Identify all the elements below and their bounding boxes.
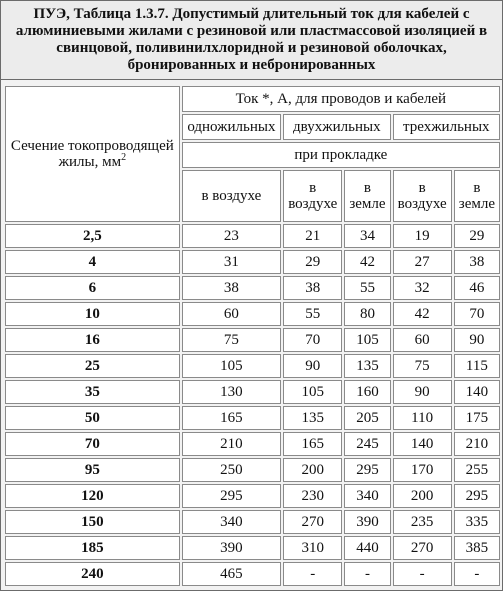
current-value-cell: 130	[182, 380, 281, 404]
current-value-cell: 90	[393, 380, 452, 404]
sub-header-air-single: в воздухе	[182, 170, 281, 222]
section-value-cell: 25	[5, 354, 180, 378]
current-value-cell: 60	[393, 328, 452, 352]
current-value-cell: 295	[344, 458, 390, 482]
table-row	[5, 432, 500, 456]
current-value-cell: 340	[344, 484, 390, 508]
table-row	[5, 484, 500, 508]
current-value-cell: 170	[393, 458, 452, 482]
current-value-cell: 34	[344, 224, 390, 248]
sub-header-ground-two: в земле	[344, 170, 390, 222]
current-value-cell: 38	[454, 250, 500, 274]
current-value-cell: 340	[182, 510, 281, 534]
current-value-cell: 55	[344, 276, 390, 300]
current-value-cell: 105	[283, 380, 342, 404]
current-value-cell: 335	[454, 510, 500, 534]
current-value-cell: 32	[393, 276, 452, 300]
current-value-cell: 21	[283, 224, 342, 248]
current-header-cell: Ток *, А, для проводов и кабелей	[182, 86, 500, 112]
group-header-single-core: одножильных	[182, 114, 281, 140]
section-value-cell: 35	[5, 380, 180, 404]
section-header-unit-sup: 2	[121, 152, 127, 163]
section-header-label: Сечение токопроводящей жилы, мм	[10, 138, 174, 170]
current-value-cell: 175	[454, 406, 500, 430]
sub-header-air-three: в воздухе	[393, 170, 452, 222]
current-value-cell: 42	[344, 250, 390, 274]
group-header-two-core: двухжильных	[283, 114, 390, 140]
current-value-cell: 135	[283, 406, 342, 430]
current-value-cell: 140	[454, 380, 500, 404]
current-value-cell: 385	[454, 536, 500, 560]
table-row	[5, 562, 500, 586]
current-value-cell: 38	[283, 276, 342, 300]
current-value-cell: 230	[283, 484, 342, 508]
current-value-cell: 135	[344, 354, 390, 378]
current-value-cell: 310	[283, 536, 342, 560]
section-value-cell: 240	[5, 562, 180, 586]
current-value-cell: 160	[344, 380, 390, 404]
current-value-cell: 200	[283, 458, 342, 482]
current-value-cell: 19	[393, 224, 452, 248]
laying-header-cell: при прокладке	[182, 142, 500, 168]
section-value-cell: 70	[5, 432, 180, 456]
current-value-cell: 105	[182, 354, 281, 378]
current-value-cell: 105	[344, 328, 390, 352]
current-value-cell: 90	[454, 328, 500, 352]
table-row	[5, 328, 500, 352]
current-value-cell: -	[454, 562, 500, 586]
current-value-cell: 80	[344, 302, 390, 326]
current-value-cell: 440	[344, 536, 390, 560]
current-value-cell: 29	[454, 224, 500, 248]
section-header-cell	[5, 86, 180, 222]
table-row	[5, 250, 500, 274]
current-value-cell: 29	[283, 250, 342, 274]
current-value-cell: 165	[182, 406, 281, 430]
section-value-cell: 95	[5, 458, 180, 482]
section-value-cell: 120	[5, 484, 180, 508]
current-value-cell: -	[344, 562, 390, 586]
current-value-cell: 38	[182, 276, 281, 300]
current-value-cell: 165	[283, 432, 342, 456]
section-value-cell: 10	[5, 302, 180, 326]
current-value-cell: 210	[454, 432, 500, 456]
current-value-cell: 31	[182, 250, 281, 274]
current-value-cell: 140	[393, 432, 452, 456]
current-value-cell: 110	[393, 406, 452, 430]
section-value-cell: 16	[5, 328, 180, 352]
table-row	[5, 302, 500, 326]
table-row	[5, 380, 500, 404]
current-value-cell: 390	[182, 536, 281, 560]
table-row	[5, 224, 500, 248]
table-row	[5, 458, 500, 482]
current-value-cell: 295	[454, 484, 500, 508]
table-row	[5, 510, 500, 534]
current-table	[3, 84, 502, 588]
current-value-cell: 200	[393, 484, 452, 508]
current-value-cell: 27	[393, 250, 452, 274]
sub-header-ground-three: в земле	[454, 170, 500, 222]
current-value-cell: 60	[182, 302, 281, 326]
current-value-cell: 235	[393, 510, 452, 534]
current-value-cell: 70	[283, 328, 342, 352]
current-value-cell: 205	[344, 406, 390, 430]
table-row	[5, 536, 500, 560]
current-value-cell: 210	[182, 432, 281, 456]
section-value-cell: 6	[5, 276, 180, 300]
section-value-cell: 50	[5, 406, 180, 430]
current-value-cell: 55	[283, 302, 342, 326]
section-value-cell: 185	[5, 536, 180, 560]
section-value-cell: 2,5	[5, 224, 180, 248]
current-value-cell: 270	[283, 510, 342, 534]
current-value-cell: 75	[393, 354, 452, 378]
current-value-cell: 90	[283, 354, 342, 378]
table-title: ПУЭ, Таблица 1.3.7. Допустимый длительный ток для кабелей с алюминиевыми жилами с резиновой или пластмассовой изоляцией в свинцовой, поливинилхлоридной и резиновой оболочках, бронированных и небронированных	[1, 1, 502, 80]
current-value-cell: 250	[182, 458, 281, 482]
sub-header-air-two: в воздухе	[283, 170, 342, 222]
current-value-cell: 46	[454, 276, 500, 300]
table-row	[5, 276, 500, 300]
current-value-cell: 255	[454, 458, 500, 482]
table-row	[5, 406, 500, 430]
current-value-cell: 465	[182, 562, 281, 586]
section-value-cell: 4	[5, 250, 180, 274]
table-row	[5, 354, 500, 378]
group-header-three-core: трехжильных	[393, 114, 500, 140]
current-value-cell: 42	[393, 302, 452, 326]
current-value-cell: -	[283, 562, 342, 586]
current-value-cell: 270	[393, 536, 452, 560]
current-value-cell: 23	[182, 224, 281, 248]
current-value-cell: 295	[182, 484, 281, 508]
current-value-cell: -	[393, 562, 452, 586]
section-value-cell: 150	[5, 510, 180, 534]
current-value-cell: 390	[344, 510, 390, 534]
current-value-cell: 75	[182, 328, 281, 352]
current-value-cell: 115	[454, 354, 500, 378]
current-value-cell: 70	[454, 302, 500, 326]
current-value-cell: 245	[344, 432, 390, 456]
